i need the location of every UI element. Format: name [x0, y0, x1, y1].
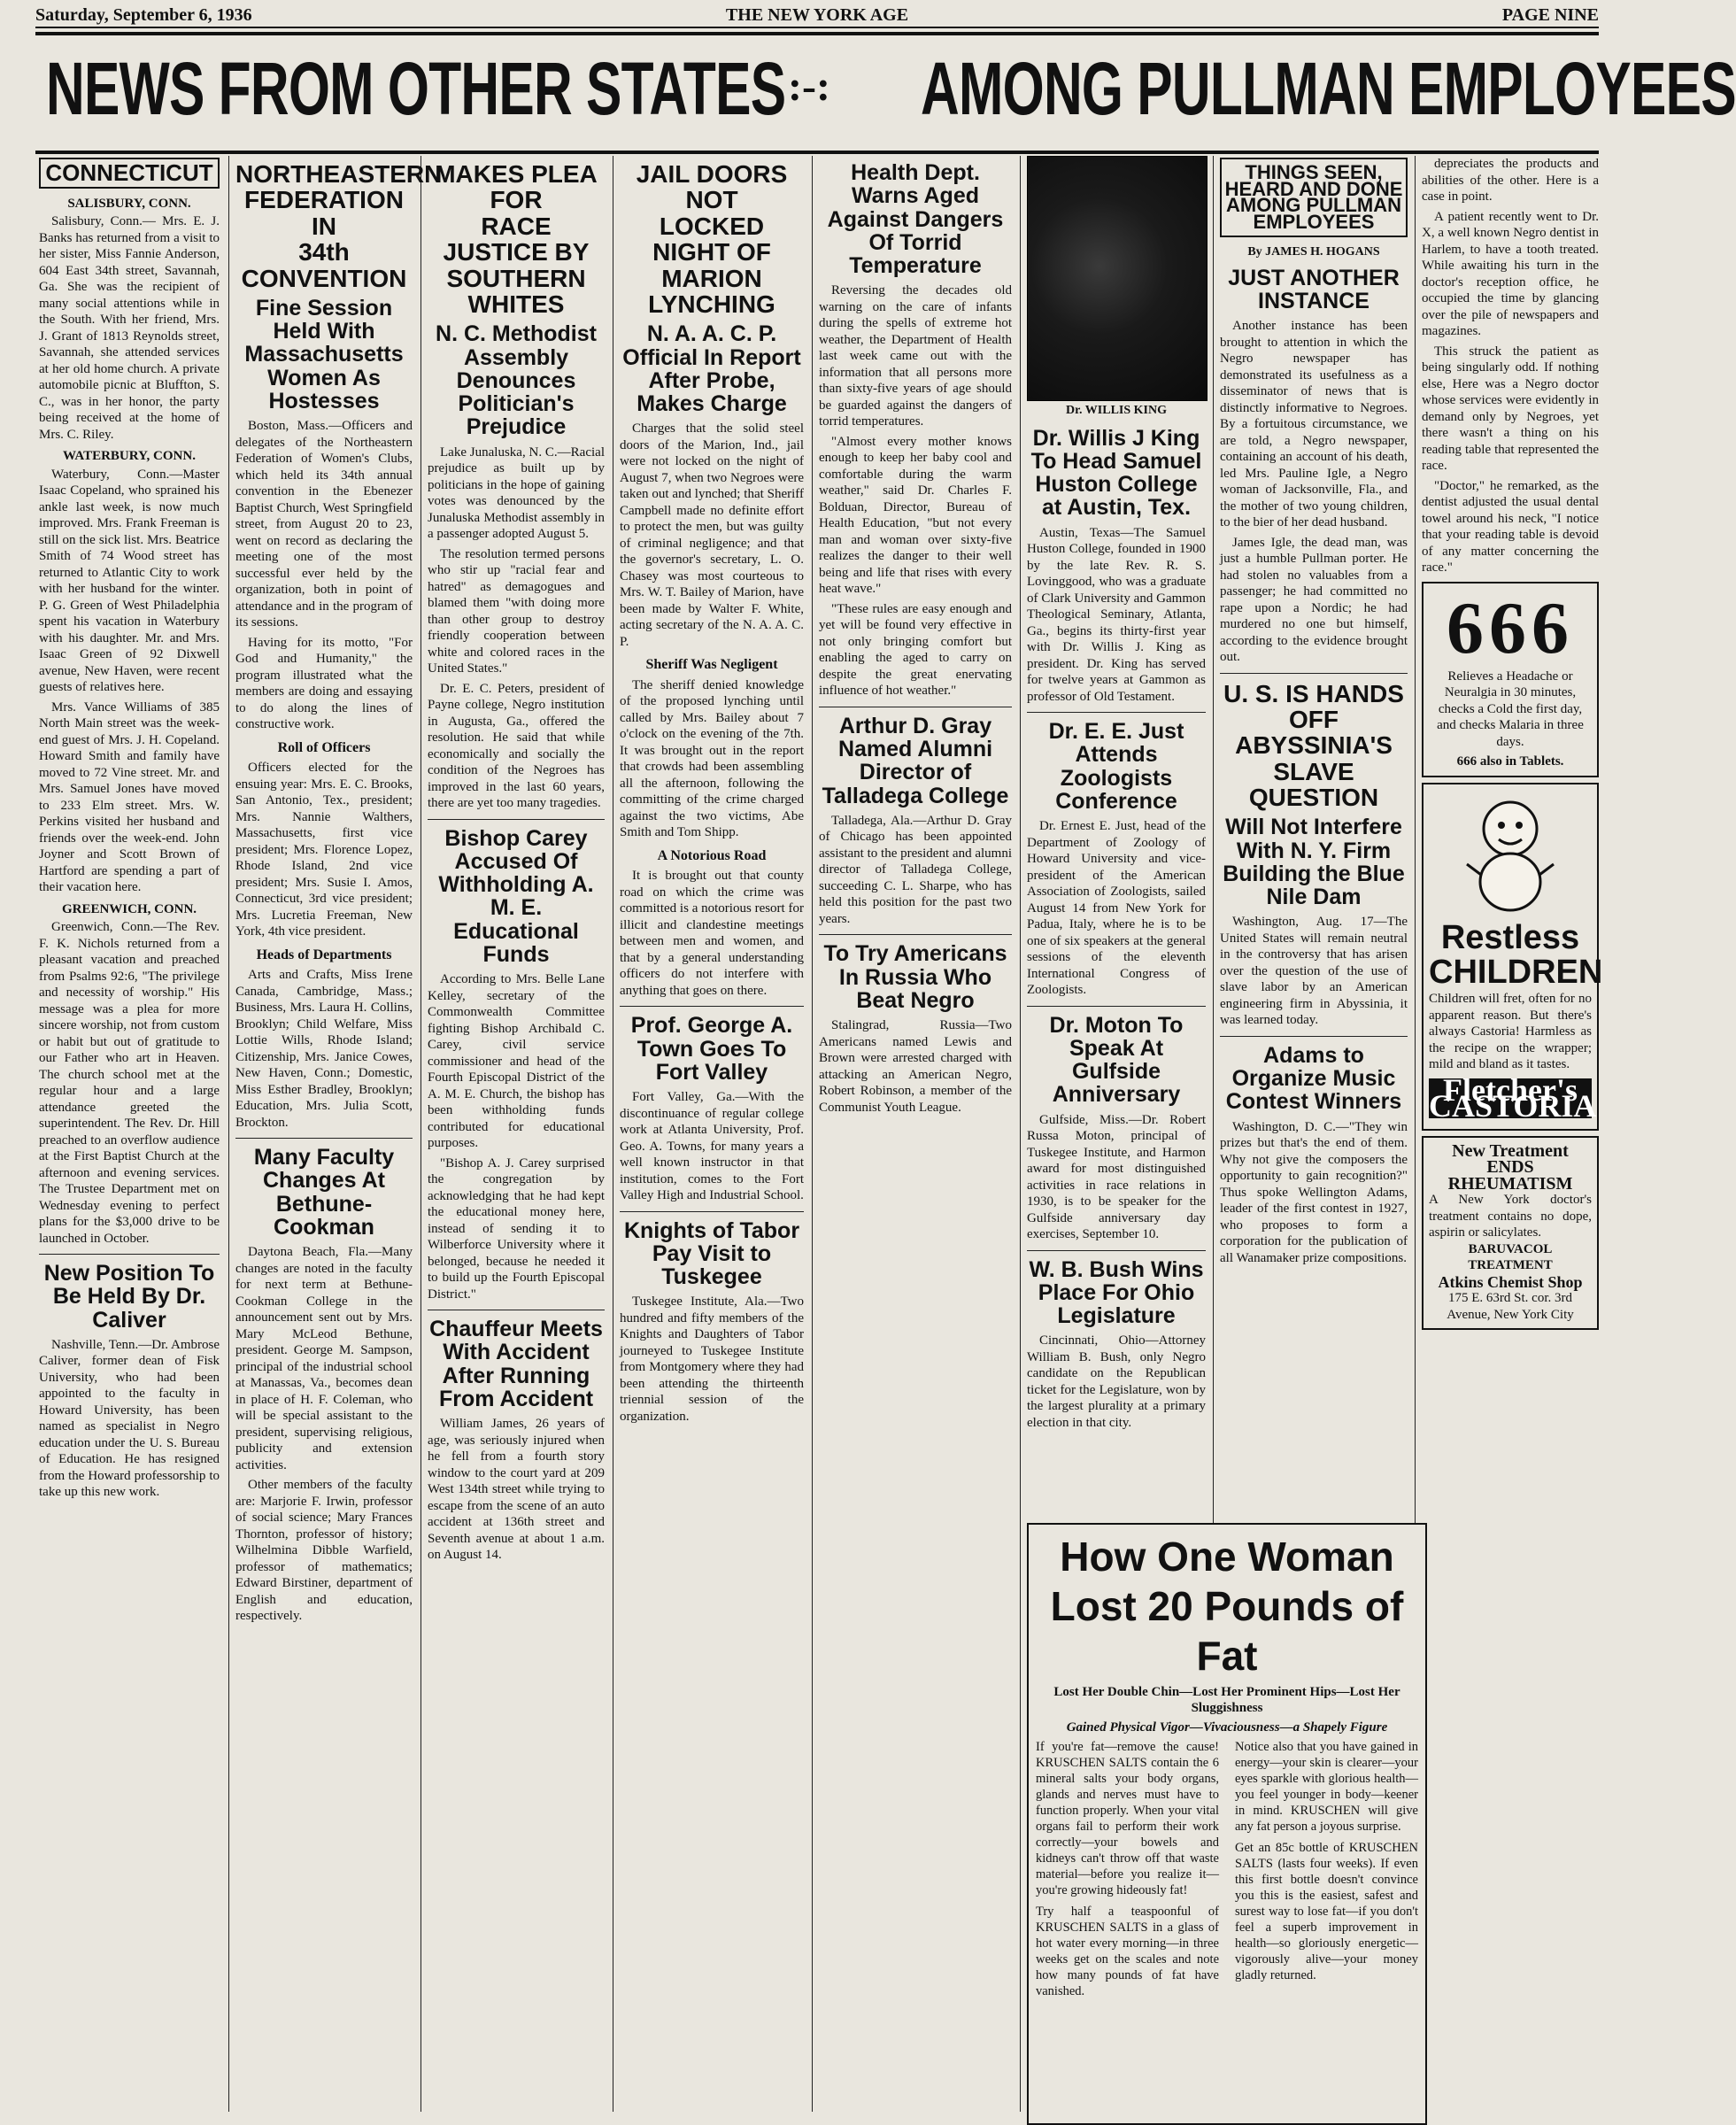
subhead-federation: Fine Session Held With Massachusetts Women As Hostesses	[244, 295, 404, 413]
dateline-salisbury: SALISBURY, CONN.	[67, 196, 191, 211]
ad-text: If you're fat—remove the cause! KRUSCHEN SALTS contain the 6 mineral salts your body organs, glands and nerves must have to function properly. When your vital organs fail to perform their work correctly—your bowels and kidneys can't throw off that waste material—before you realize it—you're growing hideously fat!	[1036, 1740, 1219, 1897]
divider	[39, 1254, 220, 1255]
ad-castoria	[1422, 783, 1603, 1131]
article-text: Boston, Mass.—Officers and delegates of the Northeastern Federation of Women's Clubs, which held its 34th annual convention in the Ebenezer Baptist Church, West Springfield street, from August 20 to 23, went on record as declaring the meeting one of the most successful ever held by the organization, both in point of attendance and in the program of its sessions.	[235, 419, 413, 630]
ad-kruschen-subhead-2: Gained Physical Vigor—Vivaciousness—a Shapely Figure	[1066, 1720, 1388, 1735]
article-text: depreciates the products and abilities of the other. Here is a case in point.	[1422, 157, 1599, 204]
ad-kruschen	[1027, 1523, 1427, 2125]
ad-rheumatism	[1422, 1136, 1599, 1331]
headline-bethune: Many Faculty Changes At Bethune-Cookman	[253, 1145, 395, 1240]
newspaper-name: THE NEW YORK AGE	[725, 5, 909, 25]
headline-abyssinia: U. S. IS HANDS OFF ABYSSINIA'S SLAVE QUESTION	[1223, 679, 1404, 812]
headline-race-justice: MAKES PLEA FOR RACE JUSTICE BY SOUTHERN WHITES	[435, 160, 598, 318]
article-text: Tuskegee Institute, Ala.—Two hundred and fifty members of the Knights and Daughters of Tabor journeyed to Tuskegee Institute from Montgomery where they had been attending the thirteenth triennial session of the organization.	[620, 1294, 804, 1424]
article-text: Lake Junaluska, N. C.—Racial prejudice as built up by politicians in the hope of gaining votes was denounced by the Junaluska Methodist assembly in a passenger adopted August 5.	[428, 444, 605, 542]
section-subhead: A Notorious Road	[657, 847, 767, 863]
headline-knights-tabor: Knights of Tabor Pay Visit to Tuskegee	[623, 1217, 800, 1290]
article-text: Talladega, Ala.—Arthur D. Gray of Chicago has been appointed assistant to the president and alumni director of Talladega College, succeeding C. L. Sharpe, who has held this position for the past two years.	[819, 813, 1012, 926]
column-rule	[420, 156, 421, 2112]
ad-rheumatism-address: 175 E. 63rd St. cor. 3rd Avenue, New York City	[1447, 1291, 1574, 1322]
article-text: Having for its motto, "For God and Humanity," the program illustrated what the members are doing and essaying to do along the lines of constructive work.	[235, 635, 413, 732]
ad-rheumatism-product: BARUVACOL TREATMENT	[1468, 1241, 1553, 1273]
subhead-methodist: N. C. Methodist Assembly Denounces Politician's Prejudice	[436, 321, 597, 440]
ad-666-tablets: 666 also in Tablets.	[1456, 754, 1564, 769]
connecticut-heading: CONNECTICUT	[39, 158, 220, 189]
column-rule	[812, 156, 813, 2112]
ad-666	[1422, 582, 1599, 777]
column-race-justice	[428, 156, 605, 2112]
column-federation	[235, 156, 443, 2112]
divider	[1027, 712, 1206, 713]
ad-castoria-text: Children will fret, often for no apparent reason. But there's always Castoria! Harmless as the recipe on the wrapper; mild and bland as it tastes.	[1429, 992, 1592, 1072]
article-text: The sheriff denied knowledge of the proposed lynching until called by Mrs. Bailey about 7 o'clock on the evening of the 7th. It was brought out in the report that crowds had been assembling all the afternoon, following the committing of the crime charged against the two victims, Abe Smith and Tom Shipp.	[620, 677, 804, 840]
ad-666-number: 666	[1447, 586, 1574, 669]
divider	[1027, 1006, 1206, 1007]
article-text: Washington, D. C.—"They win prizes but that's the end of them. Why not give the composers the opportunity to gain recognition?" Thus spoke Wellington Adams, leader of the first contest in 1927, who proposes to form a corporation for the publication of all Wanamaker prize compositions.	[1220, 1119, 1408, 1265]
folio-line	[35, 4, 1599, 28]
baby-mascot-icon	[1462, 793, 1559, 917]
section-subhead: Roll of Officers	[277, 739, 371, 755]
article-text: "Bishop A. J. Carey surprised the congregation by acknowledging that he had kept the educational money here, instead of sending it to Wilberforce University where it belonged, because he needed it to build up the Fourth Episcopal District."	[428, 1155, 605, 1302]
headline-adams: Adams to Organize Music Contest Winners	[1225, 1042, 1402, 1115]
article-text: Cincinnati, Ohio—Attorney William B. Bush, only Negro candidate on the Republican ticket for the Legislature, won by the largest plurality at a primary election in that city.	[1027, 1333, 1206, 1430]
ad-kruschen-subhead: Lost Her Double Chin—Lost Her Prominent Hips—Lost Her Sluggishness	[1053, 1685, 1400, 1715]
headline-bishop-carey: Bishop Carey Accused Of Withholding A. M. E. Educational Funds	[438, 825, 594, 967]
divider	[1027, 1250, 1206, 1251]
column-ads	[1422, 156, 1603, 2112]
issue-date: Saturday, September 6, 1936	[35, 5, 252, 25]
ad-kruschen-body	[1036, 1739, 1418, 1999]
ad-text: Try half a teaspoonful of KRUSCHEN SALTS in a glass of hot water every morning—in three weeks get on the scales and note how many pounds of fat have vanished.	[1036, 1905, 1219, 1998]
article-text: Officers elected for the ensuing year: Mrs. E. C. Brooks, San Antonio, Tex., president; Mrs. Nannie Walthers, Massachusetts, first vice president; Mrs. Florence Lopez, Rhode Island, 2nd vice president; Mrs. Susie I. Amos, Connecticut, 3rd vice president; Mrs. Lucretia Freeman, New York, 4th vice president.	[235, 761, 413, 939]
section-banner	[35, 32, 1736, 154]
article-text: Fort Valley, Ga.—With the discontinuance of regular college work at Atlanta University, Prof. Geo. A. Towns, for many years a well known instructor in that institution, comes to the Fort Valley High and Industrial School.	[620, 1090, 804, 1203]
headline-bush: W. B. Bush Wins Place For Ohio Legislature	[1029, 1256, 1204, 1328]
article-text: The resolution termed persons who stir up "racial fear and hatred" as demagogues and blamed them "with doing more than other group to destroy friendly cooperation between white and colored races in the United States."	[428, 546, 605, 676]
article-text: Nashville, Tenn.—Dr. Ambrose Caliver, former dean of Fisk University, who had been appointed to the faculty in Howard University, has been named as specialist in Negro education under the U. S. Bureau of Education. He has resigned from the Howard professorship to take up this new work.	[39, 1337, 220, 1500]
dateline-waterbury: WATERBURY, CONN.	[63, 449, 196, 463]
article-text: Stalingrad, Russia—Two Americans named Lewis and Brown were arrested charged with attacking an American Negro, Robert Robinson, a member of the Communist Youth League.	[819, 1018, 1012, 1115]
column-pullman	[1220, 156, 1408, 1511]
article-text: "Doctor," he remarked, as the dentist adjusted the usual dental towel around his neck, "I notice that your reading table is devoid of any matter concerning the race."	[1422, 478, 1599, 575]
banner-right-title: AMONG PULLMAN EMPLOYEES	[921, 47, 1736, 130]
article-text: Other members of the faculty are: Marjorie F. Irwin, professor of social science; Mary Frances Thornton, professor of history; Wilhelmina Dibble Warfield, professor of mathematics; Edward Birstiner, department of English and education, respectively.	[235, 1478, 413, 1624]
article-text: "These rules are easy enough and yet will be found very effective in not only bringing comfort but enabling the aged to carry on despite the great enervating influence of hot weather."	[819, 601, 1012, 699]
article-text: "Almost every mother knows enough to keep her baby cool and comfortable during the warm weather," said Dr. Charles F. Bolduan, Director, Bureau of Health Education, "but not every man and woman over sixty-five realizes the danger to their well being and life that rises with every heat wave."	[819, 434, 1012, 597]
ad-rheumatism-title: New Treatment ENDS RHEUMATISM	[1447, 1140, 1573, 1194]
article-text: Austin, Texas—The Samuel Huston College, founded in 1900 by the late Rev. R. S. Lovinggood, who was a graduate of Clark University and Gammon Theological Seminary, Atlanta, Ga., begins its thirty-first year with Dr. Willis J. King as president. Dr. King has served for twelve years at Gammon as professor of Old Testament.	[1027, 525, 1206, 704]
ad-castoria-title: Restless CHILDREN	[1429, 918, 1603, 992]
article-text: According to Mrs. Belle Lane Kelley, secretary of the Commonwealth Committee fighting Bishop Archibald C. Carey, civil service commissioner and head of the Fourth Episcopal District of the A. M. E. Church, the bishop has been withholding funds contributed for educational purposes.	[428, 972, 605, 1151]
ad-text: Get an 85c bottle of KRUSCHEN SALTS (lasts four weeks). If even this first bottle doesn't convince you this is the easiest, safest and surest way to lose fat—if you don't feel a superb improvement in health—so gloriously energetic—vigorously alive—your money gladly returned.	[1235, 1841, 1418, 1982]
byline: By JAMES H. HOGANS	[1247, 245, 1380, 259]
divider	[428, 819, 605, 820]
divider	[235, 1138, 413, 1139]
article-text: Another instance has been brought to attention in which the Negro newspaper has demonstrated its usefulness as a disseminator of news that is distinctly informative to Negroes. By a fortuitous circumstance, we are told, a Negro newspaper, containing an account of his death, led Mrs. Pauline Igle, a Negro woman of Jacksonville, Fla., and the mother of two young children, to the bier of her dead husband.	[1220, 319, 1408, 529]
article-text: Mrs. Vance Williams of 385 North Main street was the week-end guest of Mrs. J. H. Copeland. Howard Smith and family have moved to 72 Vine street. Mr. and Mrs. Samuel Jones have moved to 233 Elm street. Mrs. W. Perkins visited her husband and friends over the week-end. John Joyner and Scott Brown of Hartford are spending a part of their vacation here.	[39, 699, 220, 894]
headline-caliver: New Position To Be Held By Dr. Caliver	[43, 1261, 215, 1333]
ad-text: Notice also that you have gained in energy—your skin is clearer—your eyes sparkle with glorious health—you feel younger in body—keener in mind. KRUSCHEN will give any fat person a joyous surprise.	[1235, 1740, 1418, 1834]
headline-instance: JUST ANOTHER INSTANCE	[1228, 265, 1400, 313]
ad-rheumatism-shop: Atkins Chemist Shop	[1438, 1272, 1583, 1291]
headline-moton: Dr. Moton To Speak At Gulfside Anniversary	[1049, 1012, 1184, 1108]
column-rule	[1020, 156, 1021, 2112]
article-text: Reversing the decades old warning on the care of infants during the spells of extreme hot weather, the Department of Health last week came out with the information that all persons more than sixty-five years of age should be guarded against the dangers of torrid temperatures.	[819, 283, 1012, 429]
article-text: William James, 26 years of age, was seriously injured when he fell from a fourth story window to the court yard at 209 West 134th street while trying to escape from the scene of an auto accident at 136th street and Seventh avenue at about 1 a.m. on August 14.	[428, 1417, 605, 1563]
article-text: James Igle, the dead man, was just a humble Pullman porter. He had stolen no valuables from a passenger; he had committed no rape upon a Nordic; he had murdered no one but himself, according to the evidence brought out.	[1220, 535, 1408, 664]
column-jail-doors	[620, 156, 804, 2112]
headline-russia: To Try Americans In Russia Who Beat Negro	[823, 941, 1007, 1013]
article-text: Gulfside, Miss.—Dr. Robert Russa Moton, principal of Tuskegee Institute, and Harmon award for most distinguished activities in race relations in 1930, is to be speaker for the Gulfside anniversary day exercises, September 10.	[1027, 1112, 1206, 1241]
article-text: A patient recently went to Dr. X, a well known Negro dentist in Harlem, to have a tooth treated. While awaiting his turn in the doctor's reception office, he occupied the time by glancing over the pile of newspapers and magazines.	[1422, 209, 1599, 338]
article-text: Salisbury, Conn.— Mrs. E. J. Banks has returned from a visit to her sister, Miss Fannie Anderson, 604 East 34th street, Savannah, Ga. She was the recipient of many social attentions while in the South. With her friend, Mrs. J. Grant of 1813 Reynolds street, Savannah, she attended services at her old home church. A private automobile picnic at Bluffton, S. C., was in her honor, the party being received at the home of Mrs. C. Riley.	[39, 214, 220, 442]
section-subhead: Sheriff Was Negligent	[645, 657, 778, 673]
article-text: Washington, Aug. 17—The United States will remain neutral in the controversy that has arisen over the question of the use of slave labor by an American engineering firm in Abyssinia, it was learned today.	[1220, 915, 1408, 1028]
headline-federation: NORTHEASTERN FEDERATION IN 34th CONVENTION	[235, 160, 443, 292]
article-text: This struck the patient as being singularly odd. If nothing else, Here was a Negro doctor whose services were evidently in demand only by Negroes, yet there wasn't a thing on his reading table that represented the race.	[1422, 344, 1599, 473]
article-text: Arts and Crafts, Miss Irene Canada, Cambridge, Mass.; Business, Mrs. Laura H. Collins, Brooklyn; Child Welfare, Miss Lottie Wills, Rhode Island; Citizenship, Mrs. Janice Cowes, New Haven, Conn.; Domestic, Miss Esther Bradley, Brooklyn; Education, Mrs. Julia Scott, Brockton.	[235, 968, 413, 1130]
section-subhead: Heads of Departments	[256, 947, 392, 962]
article-text: It is brought out that county road on which the crime was committed is a notorious resort for illicit and clandestine meetings between men and women, and that by a general understanding officers do not interfere with anything that goes on there.	[620, 869, 804, 998]
article-text: Daytona Beach, Fla.—Many changes are noted in the faculty for next term at Bethune-Cookman College in the announcement sent out by Mrs. Mary McLeod Bethune, president. George M. Sampson, principal of the industrial school at Manassas, Va., becomes dean in place of H. F. Coleman, who will be special assistant to the president, supervising religious, publicity and extension activities.	[235, 1245, 413, 1472]
subhead-blue-nile: Will Not Interfere With N. Y. Firm Building the Blue Nile Dam	[1223, 815, 1405, 910]
banner-separator: :-:	[788, 63, 830, 110]
column-king	[1027, 156, 1206, 1511]
headline-towns: Prof. George A. Town Goes To Fort Valley	[630, 1013, 793, 1085]
article-text: Greenwich, Conn.—The Rev. F. K. Nichols returned from a pleasant vacation and preached from Psalms 92:6, "The privilege and necessity of worship." His message was a plea for more sincere worship, not from custom or habit but out of gratitude to our Father who art in Heaven. The church school met at the regular hour and a large attendance greeted the superintendent. The Rev. Dr. Hill preached to an overflow audience at the First Baptist Church at the afternoon and evening services. The Trustee Department met on Wednesday evening to perfect plans for the $3,000 drive to be launched in October.	[39, 920, 220, 1246]
subhead-naacp: N. A. A. C. P. Official In Report After Probe, Makes Charge	[622, 321, 801, 417]
article-text: Dr. Ernest E. Just, head of the Department of Zoology of Howard University and vice-president of the American Association of Zoologists, sailed August 14 from New York for Padua, Italy, where he is to be one of six speakers at the general sessions of the eleventh International Congress of Zoologists.	[1027, 819, 1206, 997]
article-text: Waterbury, Conn.—Master Isaac Copeland, who sprained his ankle last week, is now much improved. Mrs. Frank Freeman is still on the sick list. Mrs. Beatrice Smith of 74 Wood street has returned to Atlantic City to work with her husband for the winter. P. G. Green of West Philadelphia spent his vacation in Waterbury with his daughter. Mr. and Mrs. Isaac Green of 92 Dixwell avenue, New Haven, were recent guests of relatives here.	[39, 467, 220, 694]
banner-left-title: NEWS FROM OTHER STATES	[46, 47, 786, 130]
headline-just: Dr. E. E. Just Attends Zoologists Conference	[1048, 719, 1184, 814]
column-health	[819, 156, 1012, 2112]
ad-kruschen-headline: How One Woman Lost 20 Pounds of Fat	[1050, 1534, 1404, 1679]
article-text: Charges that the solid steel doors of the Marion, Ind., jail were not locked on the night of August 7, when two Negroes were taken out and lynched; that Sheriff Campbell made no definite effort to protect the men, but was guilty of criminal negligence; and that the governor's secretary, L. O. Chasey was most courteous to Mrs. W. T. Bailey of Marion, have been made by Walter F. White, acting secretary of the N. A. A. C. P.	[620, 421, 804, 649]
headline-king: Dr. Willis J King To Head Samuel Huston College at Austin, Tex.	[1030, 425, 1202, 521]
photo-caption: Dr. WILLIS KING	[1066, 404, 1167, 417]
divider	[620, 1211, 804, 1212]
article-text: Dr. E. C. Peters, president of Payne college, Negro institution in Augusta, Ga., offered the resolution. He said that while economically and socially the condition of the Negroes has improved in the last 60 years, there are yet too many tragedies.	[428, 681, 605, 811]
headline-health: Health Dept. Warns Aged Against Dangers Of Torrid Temperature	[827, 160, 1004, 278]
headline-gray: Arthur D. Gray Named Alumni Director of Talladega College	[822, 713, 1009, 808]
ad-666-text: Relieves a Headache or Neuralgia in 30 minutes, checks a Cold the first day, and checks Malaria in three days.	[1437, 668, 1584, 749]
ad-castoria-brand: Fletcher's CASTORIA	[1429, 1071, 1597, 1124]
divider	[1220, 673, 1408, 674]
dateline-greenwich: GREENWICH, CONN.	[61, 901, 197, 916]
portrait-photo	[1027, 156, 1207, 401]
pullman-heading: THINGS SEEN, HEARD AND DONE AMONG PULLMAN EMPLOYEES	[1220, 158, 1408, 237]
column-rule	[228, 156, 229, 2112]
divider	[819, 934, 1012, 935]
headline-chauffeur: Chauffeur Meets With Accident After Running From Accident	[429, 1317, 603, 1411]
page-number: PAGE NINE	[1501, 5, 1599, 25]
divider	[620, 1006, 804, 1007]
ad-rheumatism-text: A New York doctor's treatment contains no dope, aspirin or salicylates.	[1429, 1193, 1592, 1240]
headline-jail-doors: JAIL DOORS NOT LOCKED NIGHT OF MARION LYNCHING	[636, 160, 788, 318]
column-connecticut	[39, 156, 220, 2112]
divider	[1220, 1036, 1408, 1037]
